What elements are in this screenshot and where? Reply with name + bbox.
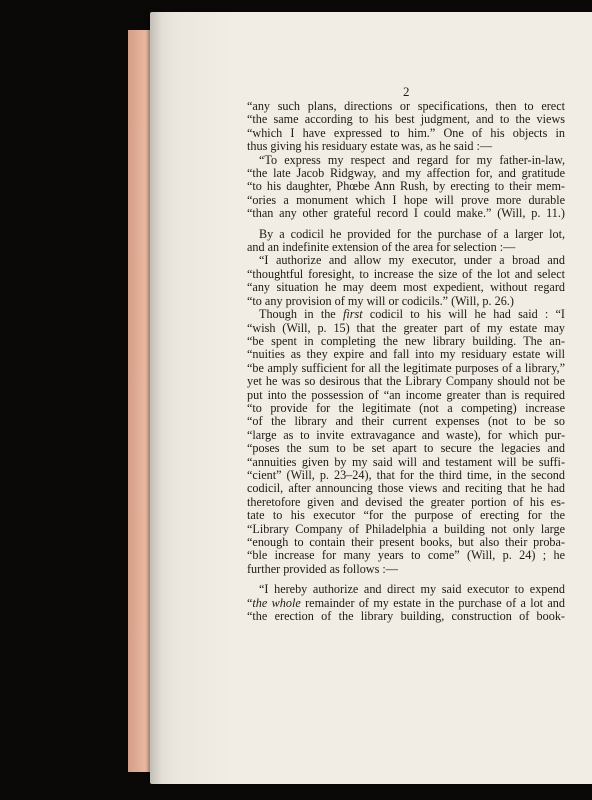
page-number: 2 [403, 84, 410, 99]
text-line: “than any other grateful record I could make.” (Will, p. 11.) [247, 206, 565, 221]
text-line: “I authorize and allow my executor, under a broad and [259, 253, 565, 268]
text-line: “the whole remainder of my estate in the purchase of a lot and [247, 595, 565, 610]
page-edge-shadow [150, 12, 162, 784]
text-line: “be amply sufficient for all the legitimate purposes of a library,” [247, 360, 565, 375]
emphasis: first [342, 307, 363, 322]
text-line: “To express my respect and regard for my father-in-law, [259, 152, 565, 167]
body-text [247, 100, 565, 623]
text-line: “I hereby authorize and direct my said executor to expend [259, 582, 565, 597]
text-line: “the erection of the library building, construction of book- [247, 609, 565, 624]
text-line: “enough to contain their present books, but also their proba- [247, 535, 565, 549]
text-line: “large as to invite extravagance and waste), for which pur- [247, 427, 565, 442]
text-line: and an indefinite extension of the area for selection :— [247, 240, 516, 255]
text-line: “nuities as they expire and fall into my residuary estate will [247, 347, 565, 362]
text-line: thus giving his residuary estate was, as he said :— [247, 139, 493, 154]
text-line: “to provide for the legitimate (not a competing) increase [247, 400, 565, 415]
text-line: “any situation he may deem most expedient, without regard [247, 280, 565, 295]
text-line: “the late Jacob Ridgway, and my affection for, and gratitude [247, 166, 565, 181]
text-line: “thoughtful foresight, to increase the size of the lot and select [247, 266, 565, 281]
text-line: “any such plans, directions or specifications, then to erect [247, 99, 565, 113]
text-line: tate to his executor “for the purpose of erecting for the [247, 508, 565, 523]
text-line: codicil, after announcing those views and reciting that he had [247, 481, 565, 496]
text-line: “ories a monument which I hope will prove more durable [247, 192, 565, 207]
text-line: “be spent in completing the new library building. The an- [247, 333, 565, 348]
text-line: yet he was so desirous that the Library Company should not be [247, 374, 565, 389]
text-line: “poses the sum to be set apart to secure the legacies and [247, 441, 565, 456]
text-line: “wish (Will, p. 15) that the greater part of my estate may [247, 320, 565, 335]
text-line: “Library Company of Philadelphia a building not only large [247, 521, 565, 536]
text-line: “to his daughter, Phœbe Ann Rush, by erecting to their mem- [247, 179, 565, 194]
text-line: “ble increase for many years to come” (Will, p. 24) ; he [247, 548, 565, 563]
text-line: “the same according to his best judgment, and to the views [247, 112, 565, 127]
text-line: further provided as follows :— [247, 561, 398, 576]
text-line: “cient” (Will, p. 23–24), that for the third time, in the second [247, 467, 565, 482]
text-line: put into the possession of “an income greater than is required [247, 387, 565, 402]
text-line: Though in the first codicil to his will he had said : “I [259, 307, 565, 322]
text-line: “of the library and their current expenses (not to be so [247, 414, 565, 429]
text-line: By a codicil he provided for the purchase of a larger lot, [259, 226, 565, 241]
text-line: “to any provision of my will or codicils.” (Will, p. 26.) [247, 293, 514, 308]
text-line: theretofore given and devised the greater portion of his es- [247, 494, 565, 509]
emphasis: the whole [252, 595, 301, 610]
text-line: “which I have expressed to him.” One of his objects in [247, 125, 565, 140]
text-line: “annuities given by my said will and testament will be suffi- [247, 454, 565, 469]
